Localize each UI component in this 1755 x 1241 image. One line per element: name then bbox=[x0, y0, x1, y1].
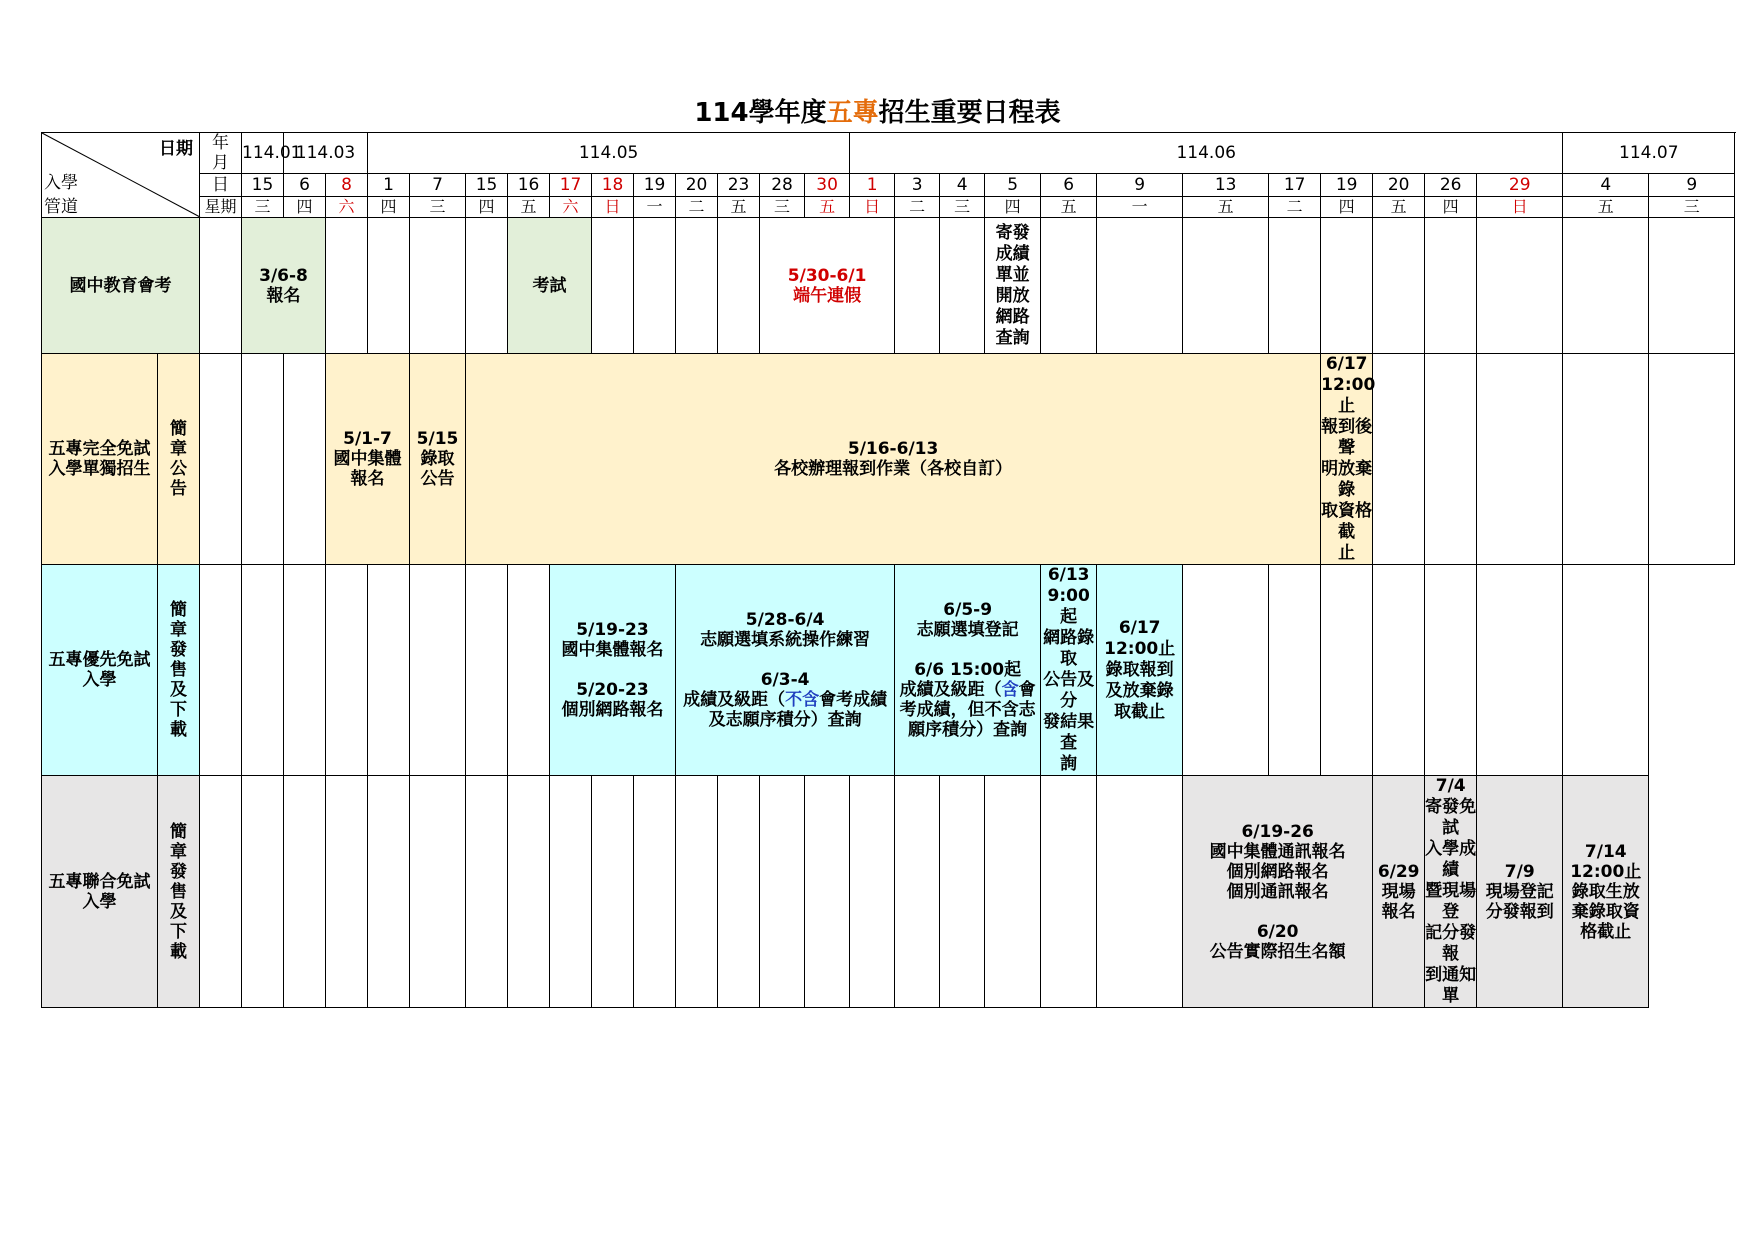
day-cell: 8 bbox=[326, 174, 368, 197]
priority-registration: 5/19-23 國中集體報名 5/20-23 個別網路報名 bbox=[550, 565, 676, 776]
independent-notice: 簡 章 公 告 bbox=[158, 354, 200, 565]
schedule-table bbox=[41, 132, 1735, 1008]
weekday-cell: 四 bbox=[1321, 197, 1373, 218]
kuaokao-exam: 考試 bbox=[508, 218, 592, 354]
page-title: 114學年度五專招生重要日程表 bbox=[694, 98, 1061, 128]
cell bbox=[1321, 218, 1373, 354]
query-excluded-highlight: 不含 bbox=[785, 690, 820, 710]
cell bbox=[550, 776, 592, 1008]
cell bbox=[242, 354, 284, 565]
cell bbox=[1097, 776, 1183, 1008]
cell bbox=[1425, 565, 1477, 776]
cell bbox=[410, 776, 466, 1008]
day-cell: 20 bbox=[1373, 174, 1425, 197]
cell bbox=[242, 776, 284, 1008]
cell bbox=[1183, 565, 1269, 776]
cell bbox=[718, 218, 760, 354]
cell bbox=[410, 218, 466, 354]
cell bbox=[326, 565, 368, 776]
day-cell: 3 bbox=[895, 174, 940, 197]
weekday-cell: 五 bbox=[805, 197, 850, 218]
weekday-cell: 日 bbox=[1477, 197, 1563, 218]
day-cell: 19 bbox=[1321, 174, 1373, 197]
cell bbox=[1097, 218, 1183, 354]
weekday-cell: 二 bbox=[895, 197, 940, 218]
cell bbox=[1477, 354, 1563, 565]
day-cell: 23 bbox=[718, 174, 760, 197]
cell bbox=[676, 218, 718, 354]
weekday-cell: 五 bbox=[718, 197, 760, 218]
day-cell: 17 bbox=[550, 174, 592, 197]
cell bbox=[466, 218, 508, 354]
day-cell: 28 bbox=[760, 174, 805, 197]
cell bbox=[592, 776, 634, 1008]
independent-school-report: 5/16-6/13 各校辦理報到作業（各校自訂） bbox=[466, 354, 1321, 565]
year-month-label: 年 月 bbox=[200, 133, 242, 174]
cell bbox=[508, 776, 550, 1008]
cell bbox=[940, 218, 985, 354]
cell bbox=[985, 776, 1041, 1008]
cell bbox=[1425, 218, 1477, 354]
cell bbox=[676, 776, 718, 1008]
cell bbox=[1321, 565, 1373, 776]
weekday-cell: 一 bbox=[1097, 197, 1183, 218]
day-cell: 4 bbox=[940, 174, 985, 197]
track-joint: 五專聯合免試入學 bbox=[42, 776, 158, 1008]
track-priority: 五專優先免試入學 bbox=[42, 565, 158, 776]
cell bbox=[634, 218, 676, 354]
corner-track-label-b: 管道 bbox=[44, 197, 78, 217]
weekday-cell: 四 bbox=[1425, 197, 1477, 218]
priority-deadline: 6/17 12:00止 錄取報到 及放棄錄 取截止 bbox=[1097, 565, 1183, 776]
weekday-cell: 三 bbox=[242, 197, 284, 218]
day-cell: 17 bbox=[1269, 174, 1321, 197]
weekday-cell: 三 bbox=[410, 197, 466, 218]
day-cell: 4 bbox=[1563, 174, 1649, 197]
joint-mail-notice: 7/4 寄發免試 入學成績 暨現場登 記分發報 到通知單 bbox=[1425, 776, 1477, 1006]
weekday-cell: 二 bbox=[1269, 197, 1321, 218]
dragon-boat-holiday: 5/30-6/1 端午連假 bbox=[760, 218, 895, 354]
cell bbox=[326, 218, 368, 354]
weekday-cell: 四 bbox=[466, 197, 508, 218]
day-cell: 9 bbox=[1097, 174, 1183, 197]
cell bbox=[1563, 565, 1649, 776]
corner-date-label: 日期 bbox=[159, 139, 193, 159]
cell bbox=[805, 776, 850, 1008]
month-114-05: 114.05 bbox=[368, 133, 850, 174]
weekday-cell: 一 bbox=[634, 197, 676, 218]
day-cell: 6 bbox=[284, 174, 326, 197]
cell bbox=[1563, 218, 1649, 354]
weekday-cell: 二 bbox=[676, 197, 718, 218]
weekday-cell: 五 bbox=[1563, 197, 1649, 218]
weekday-cell: 三 bbox=[940, 197, 985, 218]
corner-track-label-a: 入學 bbox=[44, 173, 78, 193]
weekday-cell: 日 bbox=[850, 197, 895, 218]
cell bbox=[718, 776, 760, 1008]
track-kuaokao: 國中教育會考 bbox=[42, 218, 200, 354]
weekday-cell: 三 bbox=[1649, 197, 1735, 218]
kuaokao-registration: 3/6-8 報名 bbox=[242, 218, 326, 354]
cell bbox=[1425, 354, 1477, 565]
cell bbox=[895, 776, 940, 1008]
cell bbox=[508, 565, 550, 776]
cell bbox=[1563, 354, 1649, 565]
cell bbox=[634, 776, 676, 1008]
cell bbox=[1477, 565, 1563, 776]
cell bbox=[284, 354, 326, 565]
weekday-label: 星期 bbox=[200, 197, 242, 218]
cell bbox=[940, 776, 985, 1008]
cell bbox=[1649, 354, 1735, 565]
weekday-cell: 五 bbox=[508, 197, 550, 218]
weekday-cell: 六 bbox=[326, 197, 368, 218]
day-cell: 5 bbox=[985, 174, 1041, 197]
priority-notice: 簡 章 發 售 及 下 載 bbox=[158, 565, 200, 776]
cell bbox=[1373, 218, 1425, 354]
weekday-cell: 四 bbox=[284, 197, 326, 218]
day-cell: 30 bbox=[805, 174, 850, 197]
cell bbox=[368, 776, 410, 1008]
day-cell: 19 bbox=[634, 174, 676, 197]
cell bbox=[284, 565, 326, 776]
month-114-03: 114.03 bbox=[284, 133, 368, 174]
cell bbox=[368, 218, 410, 354]
joint-notice: 簡 章 發 售 及 下 載 bbox=[158, 776, 200, 1008]
header-corner bbox=[42, 133, 200, 218]
cell bbox=[1269, 565, 1321, 776]
joint-onsite-registration: 6/29 現場 報名 bbox=[1373, 776, 1425, 1008]
joint-deadline: 7/14 12:00止 錄取生放 棄錄取資 格截止 bbox=[1563, 776, 1649, 1008]
priority-choose-and-query: 6/5-9 志願選填登記 6/6 15:00起 成績及級距（含會考成績，但不含志願序積分）查詢 bbox=[895, 565, 1041, 776]
query-included-highlight: 含 bbox=[1001, 680, 1019, 700]
kuaokao-score-query: 寄發 成績 單並 開放 網路 查詢 bbox=[985, 218, 1041, 354]
cell bbox=[1477, 218, 1563, 354]
day-label: 日 bbox=[200, 174, 242, 197]
weekday-cell: 五 bbox=[1373, 197, 1425, 218]
day-cell: 18 bbox=[592, 174, 634, 197]
day-cell: 13 bbox=[1183, 174, 1269, 197]
weekday-cell: 日 bbox=[592, 197, 634, 218]
day-cell: 9 bbox=[1649, 174, 1735, 197]
day-cell: 16 bbox=[508, 174, 550, 197]
month-114-01: 114.01 bbox=[242, 133, 284, 174]
cell bbox=[1041, 776, 1097, 1008]
cell bbox=[284, 776, 326, 1008]
cell bbox=[466, 776, 508, 1008]
cell bbox=[1373, 354, 1425, 565]
cell bbox=[200, 218, 242, 354]
cell bbox=[242, 565, 284, 776]
priority-result: 6/13 9:00起 網路錄取 公告及分 發結果查 詢 bbox=[1041, 565, 1097, 776]
cell bbox=[1041, 218, 1097, 354]
cell bbox=[850, 776, 895, 1008]
cell bbox=[1373, 565, 1425, 776]
day-cell: 6 bbox=[1041, 174, 1097, 197]
weekday-cell: 四 bbox=[368, 197, 410, 218]
cell bbox=[200, 565, 242, 776]
cell bbox=[410, 565, 466, 776]
cell bbox=[592, 218, 634, 354]
cell bbox=[895, 218, 940, 354]
independent-group-registration: 5/1-7 國中集體 報名 bbox=[326, 354, 410, 565]
day-cell: 26 bbox=[1425, 174, 1477, 197]
cell bbox=[760, 776, 805, 1008]
cell bbox=[200, 776, 242, 1008]
cell bbox=[466, 565, 508, 776]
joint-onsite-report: 7/9 現場登記 分發報到 bbox=[1477, 776, 1563, 1008]
day-cell: 7 bbox=[410, 174, 466, 197]
weekday-cell: 五 bbox=[1183, 197, 1269, 218]
day-cell: 1 bbox=[850, 174, 895, 197]
cell bbox=[368, 565, 410, 776]
cell bbox=[1269, 218, 1321, 354]
weekday-cell: 四 bbox=[985, 197, 1041, 218]
cell bbox=[326, 776, 368, 1008]
weekday-cell: 三 bbox=[760, 197, 805, 218]
track-independent: 五專完全免試入學單獨招生 bbox=[42, 354, 158, 565]
month-114-07: 114.07 bbox=[1563, 133, 1735, 174]
day-cell: 15 bbox=[242, 174, 284, 197]
cell bbox=[1649, 218, 1735, 354]
joint-registration: 6/19-26 國中集體通訊報名 個別網路報名 個別通訊報名 6/20 公告實際招生名額 bbox=[1183, 776, 1373, 1008]
day-cell: 20 bbox=[676, 174, 718, 197]
independent-admission-notice: 5/15 錄取 公告 bbox=[410, 354, 466, 565]
cell bbox=[1183, 218, 1269, 354]
month-114-06: 114.06 bbox=[850, 133, 1563, 174]
day-cell: 29 bbox=[1477, 174, 1563, 197]
title-highlight: 五專 bbox=[826, 98, 879, 128]
priority-practice-and-query: 5/28-6/4 志願選填系統操作練習 6/3-4 成績及級距（不含會考成績及志願序積分）查詢 bbox=[676, 565, 895, 776]
weekday-cell: 六 bbox=[550, 197, 592, 218]
cell bbox=[200, 354, 242, 565]
weekday-cell: 五 bbox=[1041, 197, 1097, 218]
day-cell: 1 bbox=[368, 174, 410, 197]
day-cell: 15 bbox=[466, 174, 508, 197]
independent-deadline: 6/17 12:00止 報到後聲 明放棄錄 取資格截 止 bbox=[1321, 354, 1376, 563]
